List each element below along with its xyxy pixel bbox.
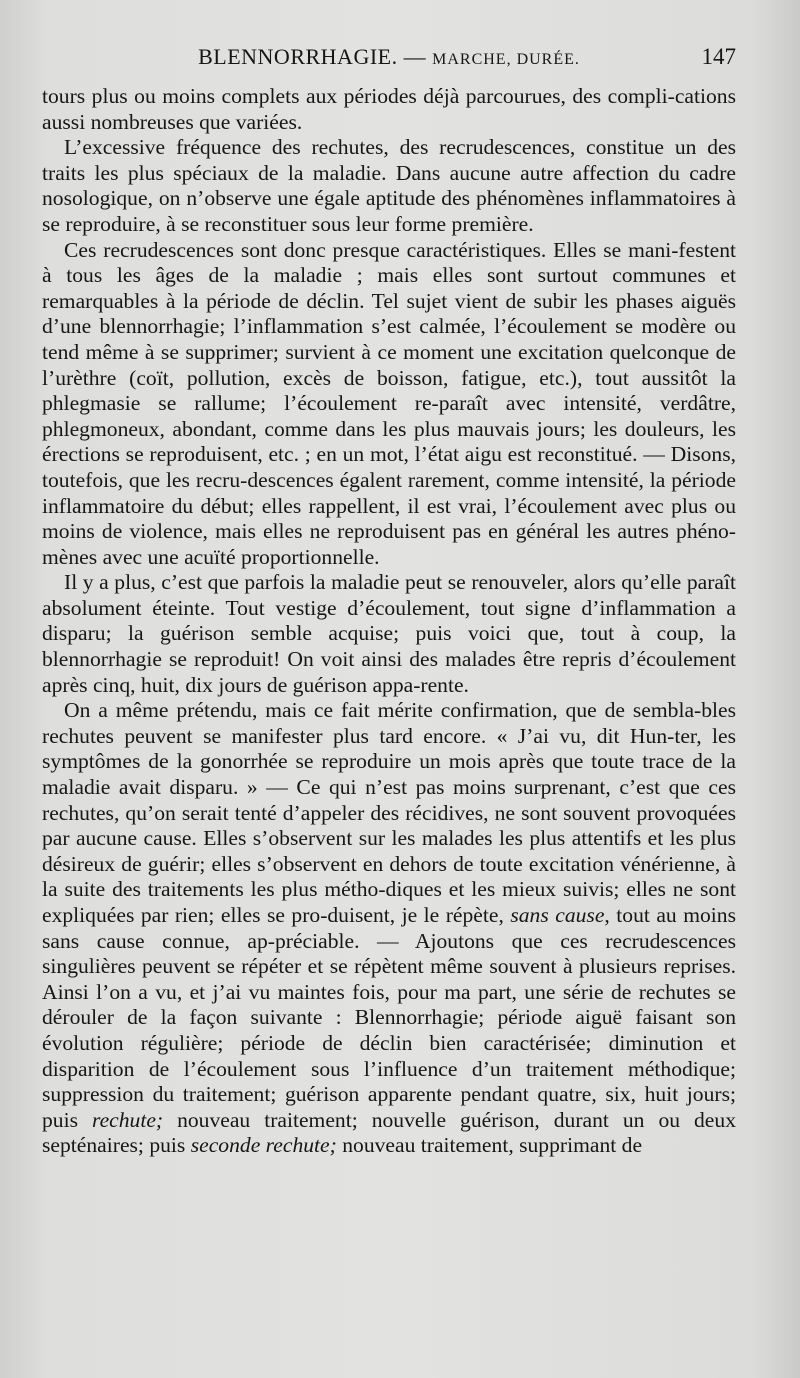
page-header — [42, 44, 736, 76]
page-number: 147 — [701, 44, 736, 69]
running-head — [42, 44, 736, 70]
running-head-subtitle: MARCHE, DURÉE. — [432, 51, 580, 68]
paragraph-rechutes-tardives — [42, 698, 736, 1159]
text-run: , tout au moins sans cause connue, ap-préciable. — Ajoutons que ces recrudescences singulières peuvent se répéter et se répètent même souvent à plusieurs reprises. Ainsi l’on a vu, et j’ai vu maintes fois, pour ma part, une série de rechutes se dérouler de la façon suivante : Blennorrhagie; période aiguë faisant son évolution régulière; période de déclin bien caractérisée; diminution et disparition de l’écoulement sous l’influence d’un traitement méthodique; suppression du traitement; guérison apparente pendant quatre, six, huit jours; puis — [42, 903, 736, 1132]
text-run: nouveau traitement, supprimant de — [336, 1133, 643, 1158]
paragraph-renouveler: Il y a plus, c’est que parfois la maladie peut se renouveler, alors qu’elle paraît absolument éteinte. Tout vestige d’écoulement, tout signe d’inflammation a disparu; la guérison semble acquise; puis voici que, tout à coup, la blennorrhagie se reproduit! On voit ainsi des malades être repris d’écoulement après cinq, huit, dix jours de guérison appa-rente. — [42, 570, 736, 697]
italic-rechute: rechute; — [91, 1107, 164, 1132]
italic-seconde-rechute: seconde rechute; — [190, 1133, 337, 1158]
paragraph-recrudescences: Ces recrudescences sont donc presque caractéristiques. Elles se mani-festent à tous les âges de la maladie ; mais elles sont surtout communes et remarquables à la période de déclin. Tel sujet vient de subir les phases aiguës d’une blennorrhagie; l’inflammation s’est calmée, l’écoulement se modère ou tend même à se supprimer; survient à ce moment une excitation quelconque de l’urèthre (coït, pollution, excès de boisson, fatigue, etc.), tout aussitôt la phlegmasie se rallume; l’écoulement re-paraît avec intensité, verdâtre, phlegmoneux, abondant, comme dans les plus mauvais jours; les douleurs, les érections se reproduisent, etc. ; en un mot, l’état aigu est reconstitué. — Disons, toutefois, que les recru-descences égalent rarement, comme intensité, la période inflammatoire du début; elles rappellent, il est vrai, l’écoulement avec plus ou moins de violence, mais elles ne reproduisent pas en général les autres phéno-mènes avec une acuïté proportionnelle. — [42, 237, 736, 569]
paragraph-rechutes: L’excessive fréquence des rechutes, des recrudescences, constitue un des traits les plus spéciaux de la maladie. Dans aucune autre affection du cadre nosologique, on n’observe une égale aptitude des phénomènes inflammatoires à se reproduire, à se reconstituer sous leur forme première. — [42, 135, 736, 236]
italic-sans-cause: sans cause — [510, 903, 605, 927]
running-head-title: BLENNORRHAGIE. — [198, 44, 398, 69]
body-text — [42, 84, 736, 1159]
text-run: nouveau traitement; nouvelle guérison, durant un ou deux septénaires; puis — [42, 1107, 736, 1158]
running-head-dash: — — [397, 44, 433, 69]
text-run: On a même prétendu, mais ce fait mérite confirmation, que de sembla-bles rechutes peuvent se manifester plus tard encore. « J’ai vu, dit Hun-ter, les symptômes de la gonorrhée se reproduire un mois après que toute trace de la maladie avait disparu. » — Ce qui n’est pas moins surprenant, c’est que ces rechutes, qu’on serait tenté d’appeler des récidives, ne sont souvent provoquées par aucune cause. Elles s’observent sur les malades les plus attentifs et les plus désireux de guérir; elles s’observent en dehors de toute excitation vénérienne, à la suite des traitements les plus métho-diques et les mieux suivis; elles ne sont expliquées par rien; elles se pro-duisent, je le répète, — [42, 698, 736, 927]
paragraph-continuation: tours plus ou moins complets aux périodes déjà parcourues, des compli-cations aussi nombreuses que variées. — [42, 84, 736, 134]
